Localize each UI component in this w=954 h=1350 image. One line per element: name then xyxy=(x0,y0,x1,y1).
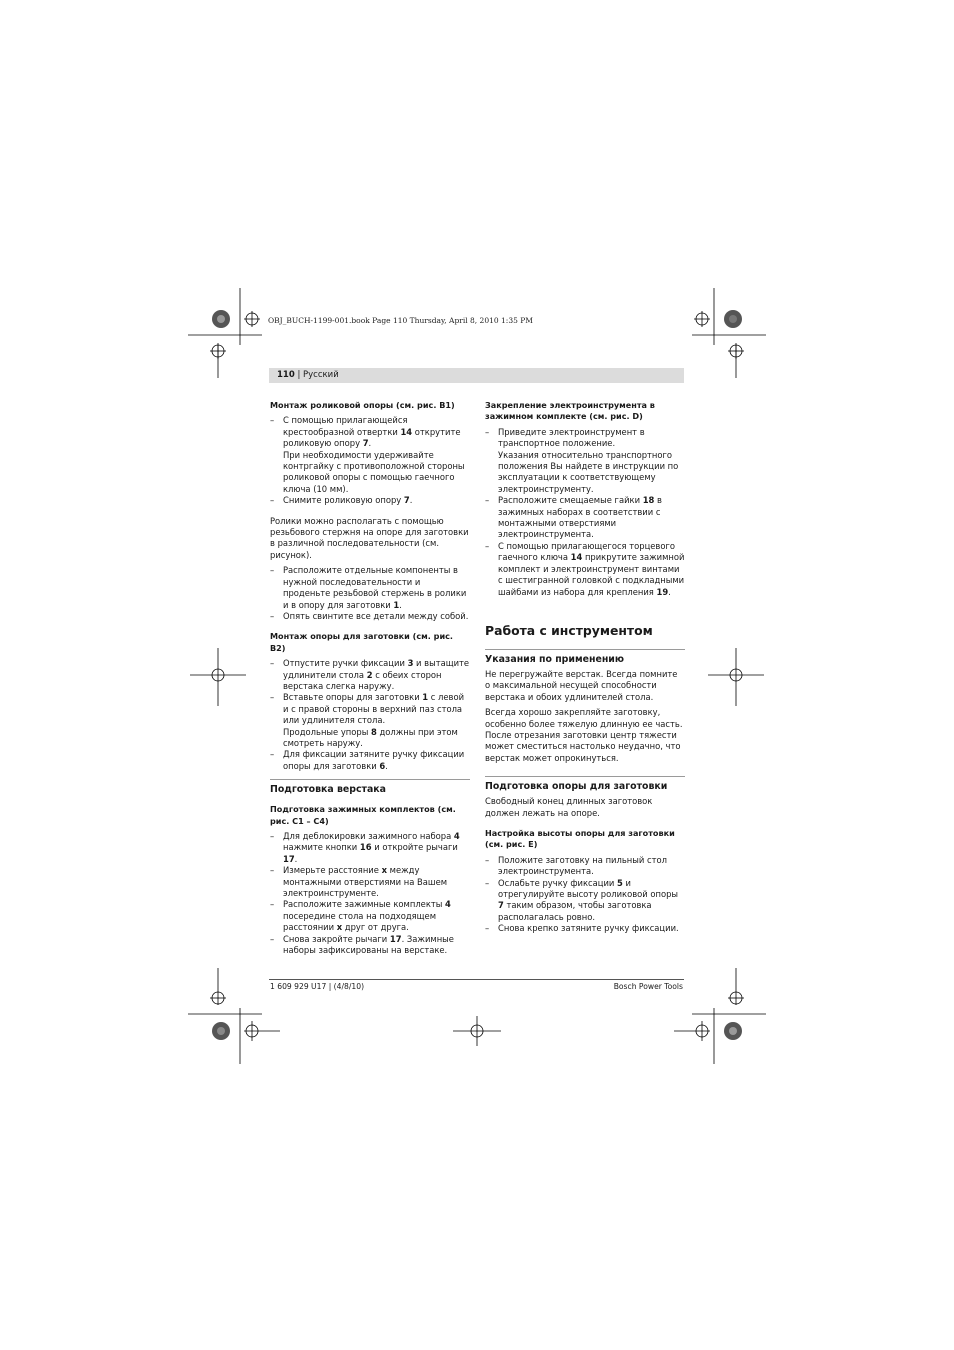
section-heading: Подготовка зажимных комплектов (см. рис. C1 – C4) xyxy=(270,804,456,826)
list-item: – Вставьте опоры для заготовки 1 с левой и с правой стороны в верхний паз стола или удлинителя стола. Продольные упоры 8 должны при этом смотреть наружу. xyxy=(270,692,470,749)
list-item: – Приведите электроинструмент в транспортное положение. Указания относительно транспортного положения Вы найдете в инструкции по эксплуатации к соответствующему электроинструменту. xyxy=(485,427,685,495)
list-item: – Снова закройте рычаги 17. Зажимные наборы зафиксированы на верстаке. xyxy=(270,934,470,957)
list-item: – Измерьте расстояние x между монтажными отверстиями на Вашем электроинструменте. xyxy=(270,865,470,899)
list-item: – Ослабьте ручку фиксации 5 и отрегулируйте высоту роликовой опоры 7 таким образом, чтобы заготовка располагалась ровно. xyxy=(485,878,685,924)
body-paragraph: Ролики можно располагать с помощью резьбового стержня на опоре для заготовки в различной последовательности (см. рисунок). xyxy=(270,515,469,560)
body-paragraph: Не перегружайте верстак. Всегда помните о максимальной несущей способности верстака и обоих удлинителей стола. xyxy=(485,668,678,702)
list-item: – Расположите смещаемые гайки 18 в зажимных наборах в соответствии с монтажными отверстиями электроинструмента. xyxy=(485,495,685,541)
footer-brand: Bosch Power Tools xyxy=(613,982,683,991)
section-heading: Настройка высоты опоры для заготовки (см. рис. E) xyxy=(485,827,675,850)
list-item: – Снова крепко затяните ручку фиксации. xyxy=(485,923,685,934)
header-language: Русский xyxy=(303,370,339,380)
list-item: – Положите заготовку на пильный стол электроинструмента. xyxy=(485,855,685,878)
section-heading: Монтаж роликовой опоры (см. рис. B1) xyxy=(270,400,455,410)
body-paragraph: Всегда хорошо закрепляйте заготовку, особенно более тяжелую длинную ее часть. После отрезания заготовки центр тяжести может сместиться настолько неудачно, что верстак может опрокинуться. xyxy=(485,707,683,763)
step-list xyxy=(270,565,470,622)
list-item: – С помощью прилагающейся крестообразной отвертки 14 открутите роликовую опору 7. При необходимости удерживайте контргайку с противоположной стороны роликовой опоры с помощью гаечного ключа (10 мм). xyxy=(270,415,470,495)
left-column xyxy=(270,400,470,956)
list-item: – Отпустите ручки фиксации 3 и вытащите удлинители стола 2 с обеих сторон верстака слегка наружу. xyxy=(270,658,470,692)
page-header xyxy=(269,368,684,383)
footer-doc-number: 1 609 929 U17 | (4/8/10) xyxy=(270,982,365,991)
footer-rule xyxy=(269,979,684,980)
step-list xyxy=(270,658,470,772)
right-column xyxy=(485,400,685,935)
subsection-heading: Указания по применению xyxy=(485,649,685,666)
step-list xyxy=(485,855,685,935)
list-item: – Расположите отдельные компоненты в нужной последовательности и проденьте резьбовой стержень в ролики и в опору для заготовки 1. xyxy=(270,565,470,611)
step-list xyxy=(270,831,470,956)
section-heading: Закрепление электроинструмента в зажимном комплекте (см. рис. D) xyxy=(485,400,655,422)
header-separator: | xyxy=(294,370,304,380)
page-number: 110 xyxy=(277,370,295,380)
header-text xyxy=(277,370,339,380)
list-item: – С помощью прилагающегося торцевого гаечного ключа 14 прикрутите зажимной комплект и электроинструмент винтами с шестигранной головкой с подкладными шайбами из набора для крепления 19. xyxy=(485,541,685,598)
section-heading: Монтаж опоры для заготовки (см. рис. B2) xyxy=(270,631,454,653)
list-item: – Для фиксации затяните ручку фиксации опоры для заготовки 6. xyxy=(270,749,470,772)
subsection-heading: Подготовка опоры для заготовки xyxy=(485,776,685,793)
list-item: – Опять свинтите все детали между собой. xyxy=(270,611,470,622)
step-list xyxy=(485,427,685,598)
list-item: – Снимите роликовую опору 7. xyxy=(270,495,470,506)
list-item: – Для деблокировки зажимного набора 4 нажмите кнопки 16 и откройте рычаги 17. xyxy=(270,831,470,865)
chapter-title: Работа с инструментом xyxy=(485,622,653,638)
body-paragraph: Свободный конец длинных заготовок должен лежать на опоре. xyxy=(485,796,653,818)
list-item: – Расположите зажимные комплекты 4 посередине стола на подходящем расстоянии x друг от друга. xyxy=(270,899,470,933)
subsection-heading: Подготовка верстака xyxy=(270,779,470,796)
print-slug: OBJ_BUCH-1199-001.book Page 110 Thursday, April 8, 2010 1:35 PM xyxy=(268,316,533,325)
step-list xyxy=(270,415,470,506)
